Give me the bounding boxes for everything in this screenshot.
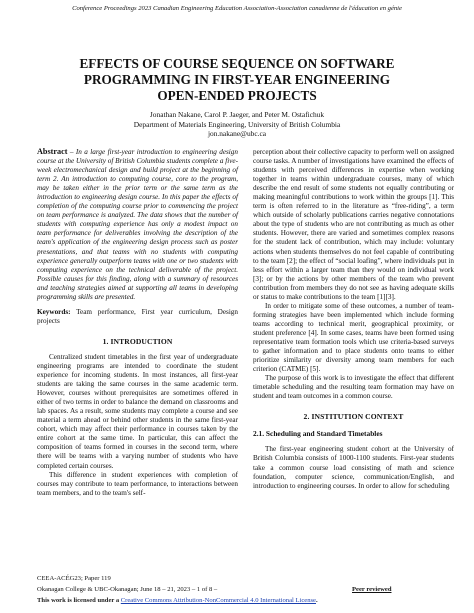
introduction-continued xyxy=(253,148,454,401)
footer-license xyxy=(37,597,318,604)
author-block xyxy=(20,110,454,139)
author-affiliation: Department of Materials Engineering, University of British Columbia xyxy=(133,119,341,129)
keywords xyxy=(37,308,238,326)
footer-conference-id: CEEA-ACÉG23; Paper 119 xyxy=(37,575,111,582)
title-line: PROGRAMMING IN FIRST-YEAR ENGINEERING xyxy=(83,72,391,87)
subsection-heading: 2.1. Scheduling and Standard Timetables xyxy=(253,429,383,439)
right-column xyxy=(253,148,454,491)
keywords-label: Keywords: xyxy=(37,307,71,316)
peer-reviewed-badge: Peer reviewed xyxy=(352,586,392,593)
paragraph: Centralized student timetables in the first year of undergraduate engineering programs are intended to coordinate the student experience for incoming students. In most instances, all first-year students are taking the same courses in the same academic term. However, courses without prerequisites are sometimes offered in either of two terms in order to balance the demand on classrooms and lab spaces. As a result, some students may complete a course and see material a term ahead or behind other students in the same first-year cohort, which may affect their performance in courses taken by the entire cohort at the same time. In particular, this can affect the composition of teams formed in courses in the second term, where there will be teams with a varying number of students who have completed certain courses. xyxy=(37,352,238,470)
paragraph: In order to mitigate some of these outcomes, a number of team-forming strategies have been implemented which include forming teams according to technical merit, geographical proximity, or student preference [4]. In some cases, teams have been formed using representative team formation tools which use criteria-based surveys to gather information and to place students onto teams to either prioritize similarity or diversity among team members for each criterion (CATME) [5]. xyxy=(253,301,454,374)
license-suffix: . xyxy=(316,597,318,604)
abstract-text: – In a large first-year introduction to engineering design course at the University of British Columbia students complete a five-week electromechanical design and build project at the beginning of term 2. An introduction to computing course, core to the program, may be taken either in the prior term or the same term as the introduction to engineering design course. In this paper the effects of completion of the computing course prior to commencing the project on team performance is analyzed. The data shows that the number of students with computing experience has only a modest impact on team performance for deliverables involving the description of the team's application of the engineering design process such as poster presentations, and that teams with no students with computing experience generally outperform teams with one or two students with computing experience on the technical deliverable of the project. Possible causes for this finding, along with a summary of resources and teaching strategies aimed at supporting all teams in developing programming skills are presented. xyxy=(37,148,238,301)
author-names: Jonathan Nakane, Carol P. Jaeger, and Peter M. Ostafichuk xyxy=(149,110,325,119)
context-body xyxy=(253,445,454,490)
paragraph: This difference in student experiences with completion of courses may contribute to team performance, to interactions between team members, and to the team's self- xyxy=(37,470,238,497)
paragraph: The first-year engineering student cohort at the University of British Columbia consists of 1000-1100 students. First-year students take a common course load consisting of math and science foundation, computer science, communication/English, and introduction to engineering courses. In order to allow for scheduling xyxy=(253,445,454,490)
abstract xyxy=(37,147,238,302)
title-line: EFFECTS OF COURSE SEQUENCE ON SOFTWARE xyxy=(79,56,395,71)
license-link[interactable]: Creative Commons Attribution-NonCommercial 4.0 International License xyxy=(120,597,316,604)
running-head: Conference Proceedings 2023 Canadian Engineering Education Association-Association canadienne de l'éducation en génie xyxy=(72,5,402,12)
license-prefix: This work is licensed under a xyxy=(37,597,121,604)
left-column xyxy=(37,147,238,498)
keywords-text: Team performance, First year curriculum, Design projects xyxy=(37,307,238,325)
paragraph: The purpose of this work is to investigate the effect that different timetable scheduling and the resulting team formation may have on student and team outcomes in a common course. xyxy=(253,374,454,401)
introduction-body xyxy=(37,353,238,498)
paper-title xyxy=(20,56,454,104)
section-heading-introduction: 1. INTRODUCTION xyxy=(102,336,173,346)
title-line: OPEN-ENDED PROJECTS xyxy=(157,88,317,103)
abstract-label: Abstract xyxy=(37,147,68,156)
section-heading-institution-context: 2. INSTITUTION CONTEXT xyxy=(303,412,404,422)
paragraph: perception about their collective capacity to perform well on assigned course tasks. A number of investigations have examined the effects of students with perceived differences in expertise when working together in teams within undergraduate courses, many of which describe the end result of some students not equally contributing or making meaningful contributions to work within the groups [1]. This term is often referred to in the literature as “free-riding”, a term which outside of scholarly publications carries negative connotations about the type of students who are not contributing as much as other students. However, there are varied and sometimes complex reasons for the student lack of contribution, which may include: voluntary actions when students themselves do not feel capable of contributing to the team [2]; the effect of “social loafing”, where individuals put in less effort within a larger team than they would on individual work [3]; or by the actions by other members of the team who prevent contribution from members they do not see as having adequate skills or status to make contributions to the team [1][3]. xyxy=(253,148,454,301)
author-email[interactable]: jon.nakane@ubc.ca xyxy=(207,129,267,139)
footer-venue-line xyxy=(37,586,437,593)
footer-venue: Okanagan College & UBC-Okanagan; June 18 – 21, 2023 – 1 of 8 – xyxy=(37,586,218,593)
